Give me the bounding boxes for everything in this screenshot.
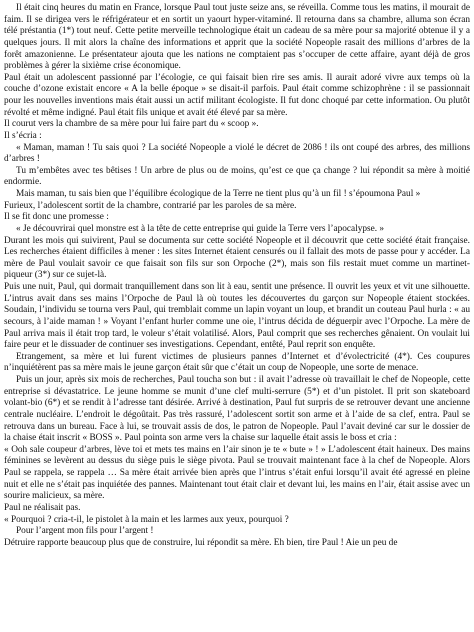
dialogue-line: Mais maman, tu sais bien que l’équilibre écologique de la Terre ne tient plus qu’à un fil ! s’époumona Paul » [16,189,421,199]
paragraph: Puis une nuit, Paul, qui dormait tranquillement dans son lit à eau, sentit une présence. Il ouvrit les yeux et vit une silhouette. L’intrus avait dans ses mains l’Orpoche de Paul là où toutes les découvertes du garçon sur Nopeople étaient stockées. Soudain, l’individu se tourna vers Paul, qui tremblait comme un lapin voyant un loup, et brandit un couteau Paul hurla : « au secours, à l’aide maman ! » Voyant l’enfant hurler comme une oie, l’intrus décida de déguerpir avec l’Orpoche. La mère de Paul arriva mais il était trop tard, le voleur s’était volatilisé. Alors, Paul comprit que ses recherches gênaient. On voulait lui faire peur et le dissuader de continuer ses investigations. Cependant, entêté, Paul reprit son enquête. [4,282,470,351]
paragraph: « Ooh sale coupeur d’arbres, lève toi et mets tes mains en l’air sinon je te « bute » ! » L’adolescent était haineux. Des mains féminines se levèrent au dessus du siège puis le siège pivota. Paul se trouvait maintenant face à la chef de Nopeople. Alors Paul se rappela, se rappela … Sa mère était arrivée bien après que l’intrus s’était enfui lorsqu’il avait été agressé en pleine nuit et elle ne s’était pas inquiétée des pannes. Maintenant tout était clair et devant lui, les mains en l’air, était assise avec un sourire malicieux, sa mère. [4,444,470,502]
paragraph: Durant les mois qui suivirent, Paul se documenta sur cette société Nopeople et il découvrit que cette société était française. Les recherches étaient difficiles à mener : les sites Internet étaient censurés ou il fallait des mots de passe pour y accéder. La mère de Paul voulait savoir ce que faisait son fils sur son Orpoche (2*), mais son fils restait muet comme un martinet-piqueur (3*) sur ce sujet-là. [4,235,470,281]
dialogue-line: « Je découvrirai quel monstre est à la tête de cette entreprise qui guide la Terre vers l’apocalypse. » [16,223,385,234]
dialogue-line: « Maman, maman ! Tu sais quoi ? La société Nopeople a violé le décret de 2086 ! ils ont coupé des arbres, des millions d’arbres ! [4,142,470,165]
document-page [4,3,470,629]
paragraph: Etrangement, sa mère et lui furent victimes de plusieurs pannes d’Internet et d’évolectricité (4*). Ces coupures n’inquiétèrent pas sa mère mais le jeune garçon était sûr que c’était un coup de Nopeople, une sorte de menace. [4,351,470,374]
paragraph: Il courut vers la chambre de sa mère pour lui faire part du « scoop ». [4,119,259,130]
paragraph: Il était cinq heures du matin en France, lorsque Paul tout juste seize ans, se réveilla. Comme tous les matins, il mourait de faim. Il se dirigea vers le réfrigérateur et en sortit un yaourt hyper-vitaminé. Il retourna dans sa chambre, alluma son écran télé préstantia (1*) tout neuf. Cette petite merveille technologique était un cadeau de sa mère pour sa majorité obtenue il y a quelques jours. Il mit alors la chaîne des informations et apprit que la société Nopeople rasait des millions d’arbres de la forêt amazonienne. Le présentateur ajouta que les nations ne comptaient pas s’occuper de cette affaire, ayant déjà de gros problèmes à gérer la sixième crise économique. [4,3,470,72]
paragraph: Puis un jour, après six mois de recherches, Paul toucha son but : il avait l’adresse où travaillait le chef de Nopeople, cette entreprise si dévastatrice. Le jeune homme se munit d’une clef multi-serrure (5*) et d’un pistolet. Il prit son skateboard volant-bio (6*) et se rendit à l’adresse tant désirée. Arrivé à destination, Paul fut surpris de se retrouver devant une ancienne centrale nucléaire. L’endroit le dégoûtait. Pas très rassuré, l’adolescent sortit son arme et à l’aide de sa clef, entra. Paul se retrouva dans un bureau. Face à lui, se trouvait assis de dos, le patron de Nopeople. Paul l’avait deviné car sur le dossier de la chaise était inscrit « BOSS ». Paul pointa son arme vers la chaise sur laquelle était assis le boss et cria : [4,375,470,444]
dialogue-line: Pour l’argent mon fils pour l’argent ! [16,526,154,537]
paragraph: Paul était un adolescent passionné par l’écologie, ce qui faisait bien rire ses amis. Il aurait adoré vivre aux temps où la couche d’ozone existait encore « A la belle époque » se disait-il parfois. Paul était comme schizophrène : il se passionnait pour les nouvelles inventions mais était aussi un actif militant écologiste. Il fut donc choqué par cette information. Ou plutôt révolté et même indigné. Paul était fils unique et avait été élevé par sa mère. [4,72,470,118]
paragraph: Paul ne réalisait pas. [4,502,81,513]
dialogue-line: Tu m’embêtes avec tes bêtises ! Un arbre de plus ou de moins, qu’est ce que ça change ? lui répondit sa mère à moitié endormie. [4,165,470,188]
dialogue-line: « Pourquoi ? cria-t-il, le pistolet à la main et les larmes aux yeux, pourquoi ? [4,514,289,525]
paragraph: Il se fit donc une promesse : [4,212,109,223]
paragraph: Furieux, l’adolescent sortit de la chambre, contrarié par les paroles de sa mère. [4,200,297,211]
paragraph: Il s’écria : [4,130,42,141]
paragraph: Détruire rapporte beaucoup plus que de construire, lui répondit sa mère. Eh bien, tire Paul ! Aie un peu de [4,537,398,548]
